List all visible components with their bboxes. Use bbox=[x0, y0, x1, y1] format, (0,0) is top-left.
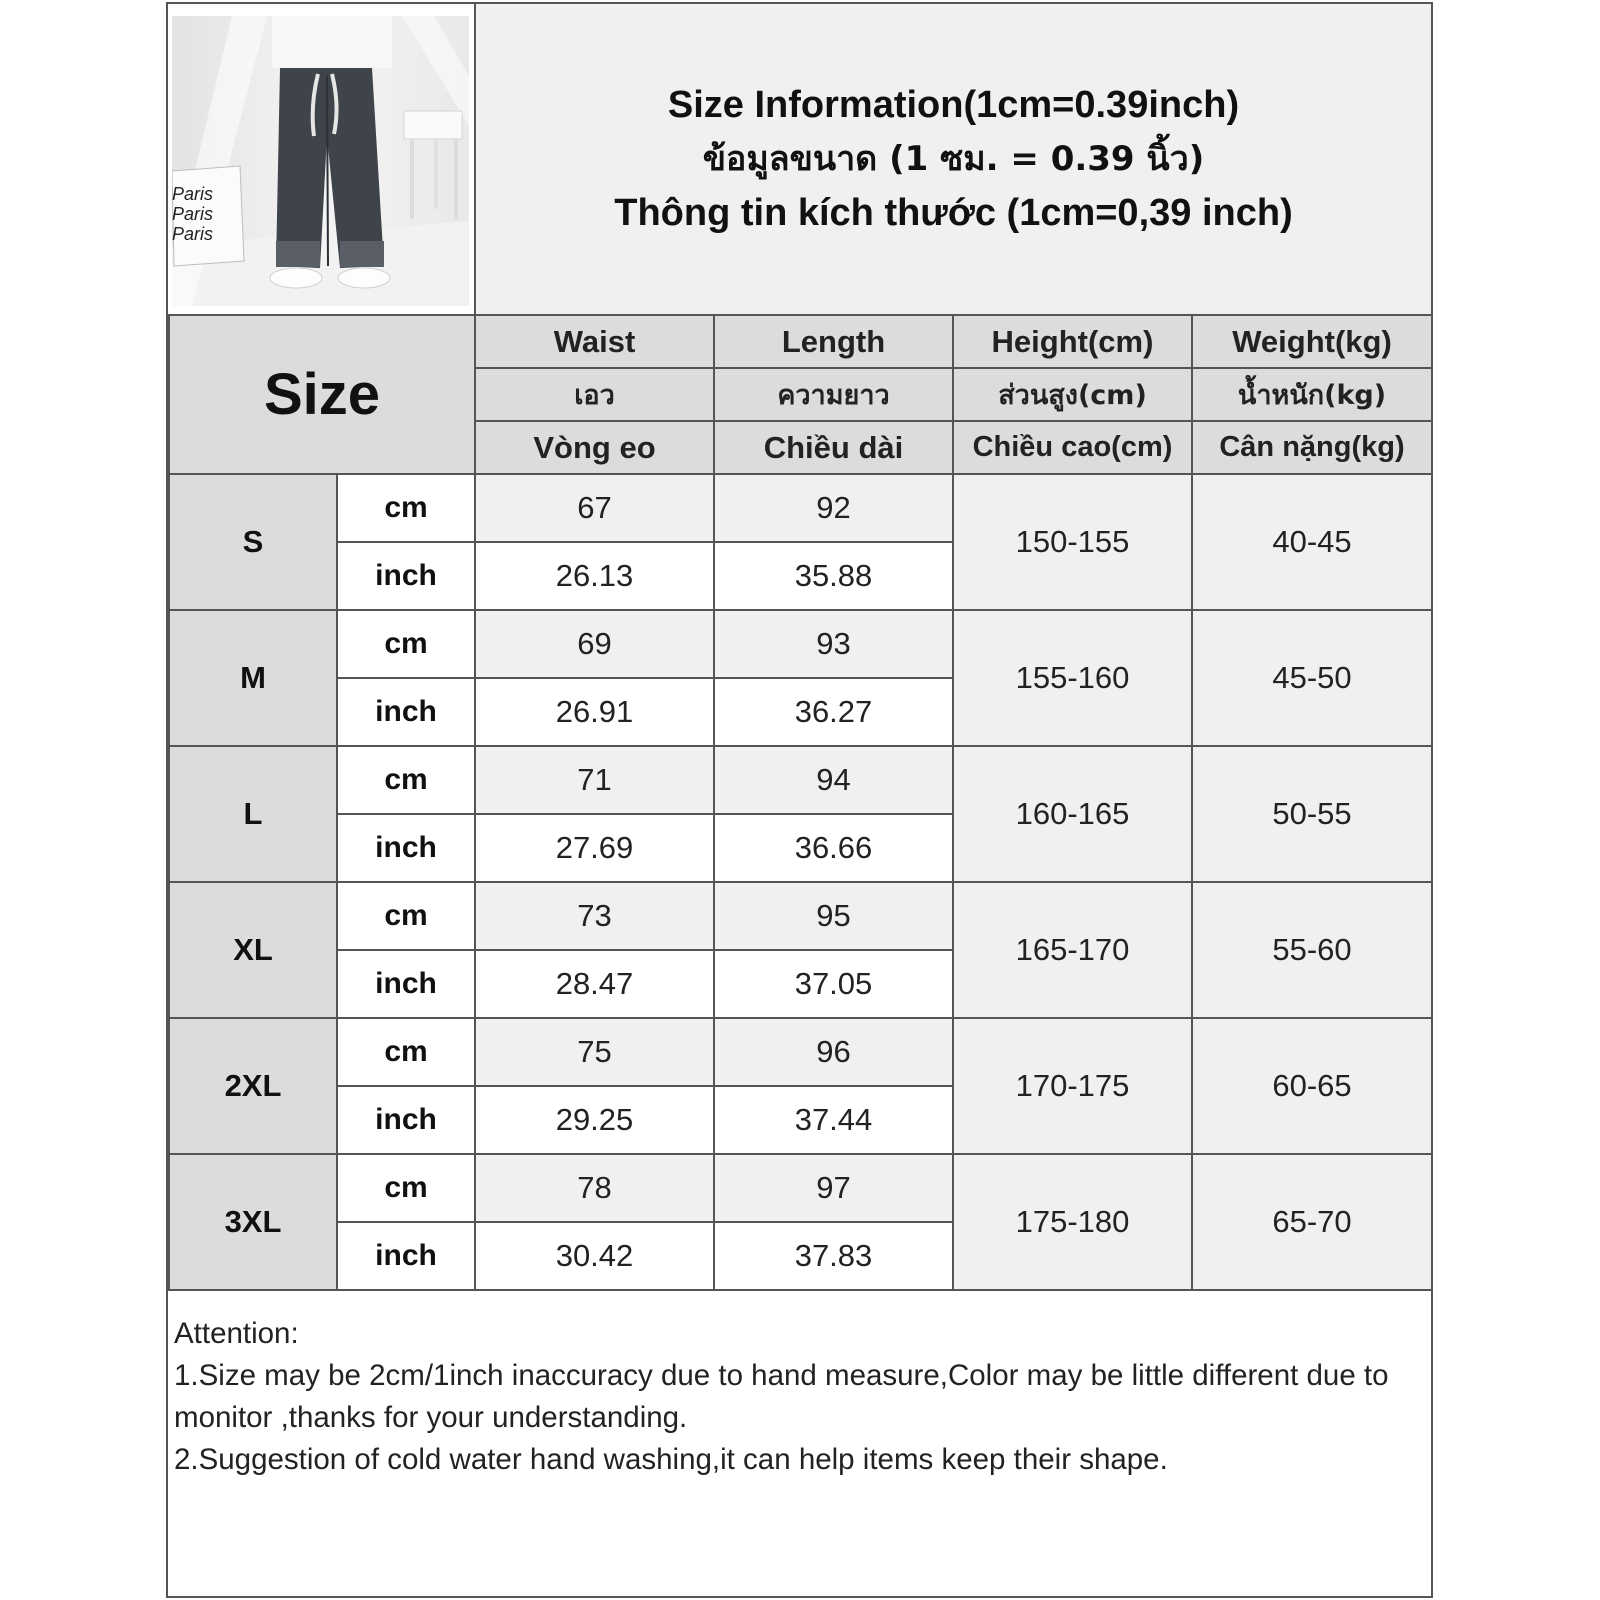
waist-inch: 26.91 bbox=[475, 678, 714, 746]
unit-label: cm bbox=[337, 882, 475, 950]
column-header-height-thai: ส่วนสูง(cm) bbox=[953, 368, 1192, 421]
waist-cm: 78 bbox=[475, 1154, 714, 1222]
unit-label: inch bbox=[337, 678, 475, 746]
weight-range: 55-60 bbox=[1192, 882, 1432, 1018]
height-range: 175-180 bbox=[953, 1154, 1192, 1290]
height-range: 160-165 bbox=[953, 746, 1192, 882]
bag-print-line: Paris bbox=[172, 184, 214, 204]
table-row bbox=[169, 474, 1432, 542]
length-cm: 95 bbox=[714, 882, 953, 950]
table-row bbox=[169, 1018, 1432, 1086]
column-header-length-thai: ความยาว bbox=[714, 368, 953, 421]
column-header-height: Height(cm) bbox=[953, 315, 1192, 368]
length-inch: 37.05 bbox=[714, 950, 953, 1018]
title-thai: ข้อมูลขนาด (1 ซม. = 0.39 นิ้ว) bbox=[702, 139, 1205, 179]
product-photo bbox=[172, 16, 469, 306]
column-header-waist: Waist bbox=[475, 315, 714, 368]
size-label: L bbox=[169, 746, 337, 882]
size-label: XL bbox=[169, 882, 337, 1018]
unit-label: cm bbox=[337, 474, 475, 542]
weight-range: 40-45 bbox=[1192, 474, 1432, 610]
length-cm: 94 bbox=[714, 746, 953, 814]
column-header-waist-thai: เอว bbox=[475, 368, 714, 421]
waist-inch: 29.25 bbox=[475, 1086, 714, 1154]
table-row bbox=[169, 610, 1432, 678]
notes-line-1: 1.Size may be 2cm/1inch inaccuracy due to hand measure,Color may be little different due to monitor ,thanks for your understanding. bbox=[174, 1359, 1389, 1434]
waist-cm: 67 bbox=[475, 474, 714, 542]
waist-inch: 26.13 bbox=[475, 542, 714, 610]
length-inch: 36.27 bbox=[714, 678, 953, 746]
length-cm: 93 bbox=[714, 610, 953, 678]
weight-range: 50-55 bbox=[1192, 746, 1432, 882]
height-range: 155-160 bbox=[953, 610, 1192, 746]
waist-cm: 73 bbox=[475, 882, 714, 950]
size-column-header: Size bbox=[169, 315, 475, 474]
table-row bbox=[169, 1154, 1432, 1222]
length-cm: 97 bbox=[714, 1154, 953, 1222]
product-photo-illustration bbox=[172, 16, 469, 306]
table-row bbox=[169, 746, 1432, 814]
column-header-weight: Weight(kg) bbox=[1192, 315, 1432, 368]
column-header-waist-vi: Vòng eo bbox=[475, 421, 714, 474]
table-row bbox=[169, 882, 1432, 950]
title-vietnamese: Thông tin kích thước (1cm=0,39 inch) bbox=[614, 192, 1293, 234]
waist-cm: 69 bbox=[475, 610, 714, 678]
unit-label: inch bbox=[337, 542, 475, 610]
size-label: S bbox=[169, 474, 337, 610]
attention-notes bbox=[174, 1313, 1424, 1481]
column-header-height-vi: Chiều cao(cm) bbox=[953, 421, 1192, 474]
column-header-length-vi: Chiều dài bbox=[714, 421, 953, 474]
waist-inch: 27.69 bbox=[475, 814, 714, 882]
unit-label: cm bbox=[337, 1018, 475, 1086]
size-table bbox=[168, 314, 1433, 1291]
title-box bbox=[476, 4, 1431, 314]
size-label: 3XL bbox=[169, 1154, 337, 1290]
weight-range: 60-65 bbox=[1192, 1018, 1432, 1154]
notes-line-2: 2.Suggestion of cold water hand washing,it can help items keep their shape. bbox=[174, 1443, 1168, 1476]
waist-inch: 28.47 bbox=[475, 950, 714, 1018]
unit-label: inch bbox=[337, 950, 475, 1018]
weight-range: 45-50 bbox=[1192, 610, 1432, 746]
unit-label: inch bbox=[337, 1086, 475, 1154]
length-inch: 37.83 bbox=[714, 1222, 953, 1290]
length-cm: 92 bbox=[714, 474, 953, 542]
waist-inch: 30.42 bbox=[475, 1222, 714, 1290]
length-inch: 37.44 bbox=[714, 1086, 953, 1154]
unit-label: inch bbox=[337, 1222, 475, 1290]
length-inch: 36.66 bbox=[714, 814, 953, 882]
header-row-english bbox=[169, 315, 1432, 368]
unit-label: cm bbox=[337, 610, 475, 678]
header bbox=[168, 4, 1431, 314]
size-chart-frame bbox=[166, 2, 1433, 1598]
waist-cm: 71 bbox=[475, 746, 714, 814]
unit-label: cm bbox=[337, 1154, 475, 1222]
column-header-weight-thai: น้ำหนัก(kg) bbox=[1192, 368, 1432, 421]
title-english: Size Information(1cm=0.39inch) bbox=[667, 84, 1240, 126]
height-range: 165-170 bbox=[953, 882, 1192, 1018]
waist-cm: 75 bbox=[475, 1018, 714, 1086]
column-header-weight-vi: Cân nặng(kg) bbox=[1192, 421, 1432, 474]
weight-range: 65-70 bbox=[1192, 1154, 1432, 1290]
size-label: M bbox=[169, 610, 337, 746]
length-cm: 96 bbox=[714, 1018, 953, 1086]
length-inch: 35.88 bbox=[714, 542, 953, 610]
height-range: 170-175 bbox=[953, 1018, 1192, 1154]
column-header-length: Length bbox=[714, 315, 953, 368]
notes-heading: Attention: bbox=[174, 1317, 299, 1350]
bag-print-line: Paris bbox=[172, 224, 214, 244]
unit-label: inch bbox=[337, 814, 475, 882]
bag-print-line: Paris bbox=[172, 204, 214, 224]
bag-print-text bbox=[172, 184, 213, 244]
height-range: 150-155 bbox=[953, 474, 1192, 610]
unit-label: cm bbox=[337, 746, 475, 814]
size-label: 2XL bbox=[169, 1018, 337, 1154]
